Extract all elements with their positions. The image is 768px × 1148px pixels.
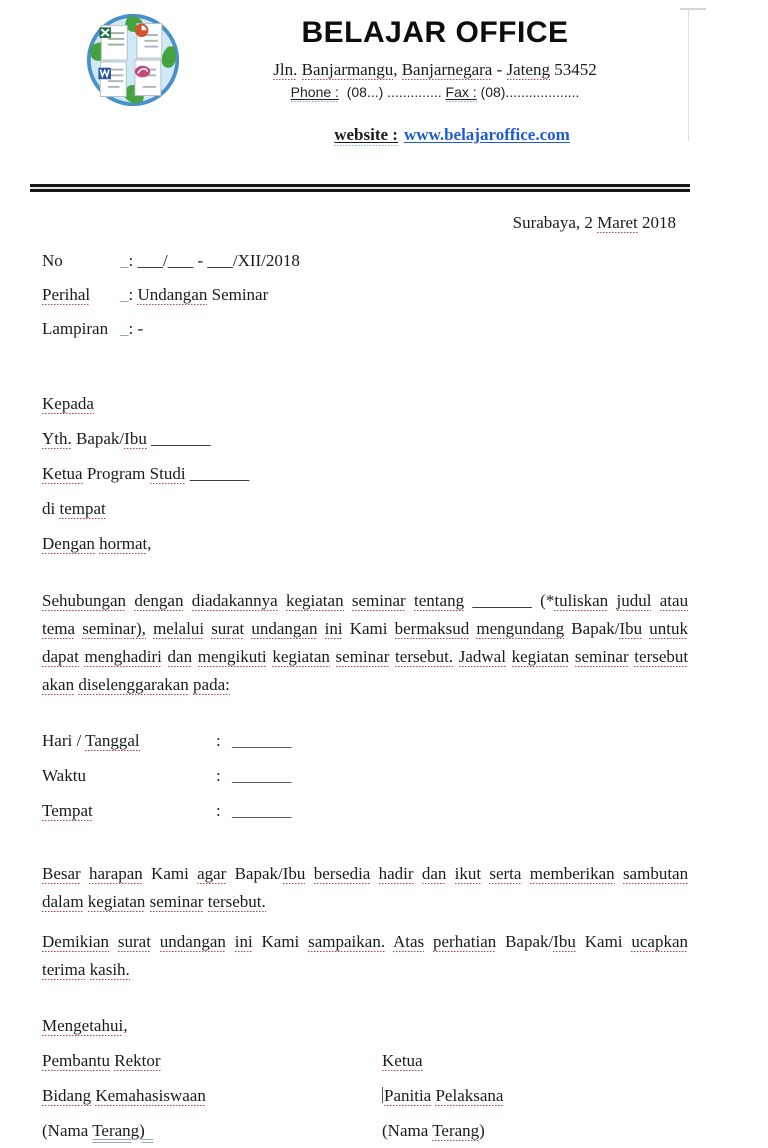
misspelled-word: Yth. <box>42 429 72 448</box>
meta-label <box>42 312 120 346</box>
misspelled-word: serta <box>489 864 522 883</box>
text-run: website : <box>334 125 398 144</box>
misspelled-word: agar <box>197 864 227 883</box>
misspelled-word: tersebut. <box>395 647 454 666</box>
company-address <box>182 58 688 82</box>
signature-intro <box>42 1008 688 1043</box>
misspelled-word: Ibu <box>282 864 306 883</box>
misspelled-word: sambutan <box>622 864 689 883</box>
text-run: Kami <box>575 932 632 951</box>
misspelled-word: Banjarmangu <box>301 60 394 79</box>
misspelled-word: Pembantu <box>42 1051 110 1070</box>
text-run: Fax : <box>445 84 477 100</box>
misspelled-word: Jadwal <box>458 647 506 666</box>
misspelled-word: Jateng <box>506 60 550 79</box>
text-run: , <box>147 534 152 553</box>
misspelled-word: kasih. <box>89 960 130 979</box>
misspelled-word: atau <box>659 591 689 610</box>
misspelled-word: kegiatan <box>87 892 146 911</box>
schedule-blank: _______ <box>232 801 292 820</box>
misspelled-word: tersebut. <box>207 892 266 911</box>
misspelled-word: ini <box>234 932 253 951</box>
text-run: _ <box>120 285 129 304</box>
misspelled-word: Terang <box>432 1121 480 1140</box>
text-run: Bapak/ <box>564 619 620 638</box>
signature-title <box>382 1043 688 1078</box>
text-run: Lampiran <box>42 319 109 338</box>
misspelled-word: kegiatan <box>511 647 570 666</box>
word-doc-icon <box>98 62 126 97</box>
text-run: , <box>393 60 402 79</box>
text-run: : <box>128 285 138 304</box>
misspelled-word: Rektor <box>114 1051 161 1070</box>
misspelled-word: bermaksud <box>394 619 470 638</box>
misspelled-word: judul <box>616 591 652 610</box>
text-run: di <box>42 499 60 518</box>
misspelled-word: ucapkan <box>631 932 689 951</box>
text-run: Hari / <box>42 731 86 750</box>
misspelled-word: diselenggarakan <box>78 675 189 694</box>
text-run: : ___/___ - ___/XII/2018 <box>128 251 300 270</box>
misspelled-word: sampaikan. <box>308 932 386 951</box>
schedule-block <box>42 723 688 828</box>
text-run: No <box>42 251 63 270</box>
schedule-label <box>42 723 216 758</box>
misspelled-word: tema <box>42 619 76 638</box>
excel-doc-icon <box>99 25 127 60</box>
signature-left-column <box>42 1043 382 1148</box>
schedule-colon: : <box>216 801 221 820</box>
misspelled-word: harapan <box>88 864 143 883</box>
text-run: 2018 <box>637 213 676 232</box>
recipient-block <box>42 386 688 561</box>
recipient-line-kepada <box>42 386 688 421</box>
misspelled-word: memberikan <box>529 864 615 883</box>
schedule-blank: _______ <box>232 731 292 750</box>
text-run: Bapak/ <box>71 429 125 448</box>
recipient-line-yth <box>42 421 688 456</box>
letterhead <box>42 0 688 168</box>
misspelled-word: perhatian <box>433 932 497 951</box>
misspelled-word: Kemahasiswaan <box>95 1086 206 1105</box>
meta-label <box>42 244 120 278</box>
text-run: _______ <box>185 464 250 483</box>
recipient-line-di-tempat <box>42 491 688 526</box>
signature-subtitle <box>42 1078 382 1113</box>
text-run: Terang) <box>92 1121 154 1140</box>
misspelled-word: terima <box>42 960 86 979</box>
website-link[interactable]: www.belajaroffice.com <box>403 125 570 144</box>
misspelled-word: tersebut <box>634 647 689 666</box>
misspelled-word: Ibu <box>124 429 147 448</box>
text-run: Bapak/ <box>496 932 554 951</box>
misspelled-word: seminar <box>574 647 629 666</box>
misspelled-word: ikut <box>454 864 482 883</box>
misspelled-word: Kepada <box>42 394 94 413</box>
letter-body <box>0 208 768 1148</box>
meta-label <box>42 278 120 312</box>
signature-columns <box>42 1043 688 1148</box>
text-run: : - <box>128 319 144 338</box>
misspelled-word: kegiatan <box>272 647 330 666</box>
company-logo <box>84 12 182 108</box>
misspelled-word: Jln. <box>273 60 298 79</box>
office-globe-logo <box>84 12 182 108</box>
misspelled-word: Undangan <box>137 285 208 304</box>
website-label <box>334 125 398 146</box>
misspelled-word: Mengetahui <box>42 1016 124 1035</box>
text-run: Seminar <box>207 285 269 304</box>
closing-paragraph-2 <box>42 928 688 984</box>
misspelled-word: Sehubungan <box>42 591 127 610</box>
misspelled-word: dalam <box>42 892 84 911</box>
text-run: _ <box>120 251 129 270</box>
schedule-row-tempat <box>42 793 688 828</box>
schedule-blank: _______ <box>232 766 292 785</box>
misspelled-word: Ibu <box>619 619 643 638</box>
misspelled-word: Demikian <box>42 932 110 951</box>
misspelled-word: untuk <box>649 619 689 638</box>
text-run: (Nama <box>382 1121 433 1140</box>
powerpoint-doc-icon <box>135 24 162 59</box>
misspelled-word: Pelaksana <box>435 1086 504 1105</box>
misspelled-word: Banjarnegara <box>401 60 493 79</box>
text-run: (08)................... <box>476 84 580 100</box>
misspelled-word: seminar <box>149 892 204 911</box>
meta-value <box>120 278 268 312</box>
schedule-label <box>42 793 216 828</box>
text-run: Kami <box>342 619 395 638</box>
text-cursor <box>382 1087 383 1103</box>
misspelled-word: dapat <box>42 647 79 666</box>
schedule-colon: : <box>216 731 221 750</box>
misspelled-word: Besar <box>42 864 81 883</box>
meta-value <box>120 312 143 346</box>
schedule-row-hari-tanggal <box>42 723 688 758</box>
signature-right-column <box>382 1043 688 1148</box>
text-run: _______ <box>146 429 211 448</box>
signature-name-placeholder <box>382 1113 688 1148</box>
text-run <box>453 647 459 666</box>
meta-value <box>120 244 300 278</box>
schedule-label <box>42 758 216 793</box>
misspelled-word: Maret <box>597 213 638 232</box>
misspelled-word: mengundang <box>476 619 565 638</box>
misspelled-word: bersedia <box>313 864 371 883</box>
misspelled-word: menghadiri <box>84 647 162 666</box>
page-artifact-line-vertical <box>688 9 689 141</box>
text-run: (08...) .............. <box>338 84 446 100</box>
misspelled-word: hadir <box>378 864 414 883</box>
misspelled-word: Bidang <box>42 1086 92 1105</box>
misspelled-word: Tempat <box>42 801 93 820</box>
misspelled-word: hormat <box>99 534 148 553</box>
website-line <box>182 102 688 168</box>
text-run: _______ (* <box>464 591 555 610</box>
signature-title <box>42 1043 382 1078</box>
misspelled-word: Dengan <box>42 534 95 553</box>
misspelled-word: akan <box>42 675 75 694</box>
text-run: Surabaya, 2 <box>512 213 598 232</box>
misspelled-word: Panitia <box>384 1086 432 1105</box>
misspelled-word: dan <box>167 647 193 666</box>
text-run: - <box>492 60 507 79</box>
misspelled-word: seminar <box>351 591 406 610</box>
date-line <box>42 208 676 238</box>
page-artifact-line-horizontal <box>680 8 706 10</box>
salutation <box>42 526 688 561</box>
misspelled-word: dan <box>421 864 447 883</box>
closing-paragraph-1 <box>42 860 688 916</box>
letter-meta <box>42 244 688 346</box>
misspelled-word: kegiatan <box>285 591 344 610</box>
text-run <box>146 619 153 638</box>
misspelled-word: pada: <box>193 675 230 694</box>
text-run: Waktu <box>42 766 86 785</box>
schedule-colon: : <box>216 766 221 785</box>
text-run <box>297 60 301 79</box>
misspelled-word: tuliskan <box>554 591 609 610</box>
misspelled-word: melalui <box>153 619 205 638</box>
access-doc-icon <box>135 60 161 96</box>
text-run: Kami <box>252 932 309 951</box>
text-run: _ <box>120 319 129 338</box>
misspelled-word: Perihal <box>42 285 91 304</box>
misspelled-word: seminar <box>335 647 390 666</box>
text-run: ) <box>479 1121 485 1140</box>
body-paragraph <box>42 587 688 699</box>
misspelled-word: ini <box>324 619 343 638</box>
misspelled-word: Ketua <box>42 464 83 483</box>
meta-row-lampiran <box>42 312 688 346</box>
misspelled-word: undangan <box>251 619 318 638</box>
letterhead-text <box>182 12 688 168</box>
letterhead-divider <box>30 184 690 192</box>
text-run: (Nama <box>42 1121 93 1140</box>
misspelled-word: Tanggal <box>85 731 140 750</box>
text-run: Kami <box>142 864 198 883</box>
signature-name-placeholder <box>42 1113 382 1148</box>
misspelled-word: surat <box>117 932 151 951</box>
meta-row-perihal <box>42 278 688 312</box>
phone-fax-line <box>182 82 688 102</box>
text-run: Phone : <box>290 84 339 100</box>
misspelled-word: Atas <box>392 932 425 951</box>
misspelled-word: tentang <box>414 591 465 610</box>
schedule-row-waktu <box>42 758 688 793</box>
misspelled-word: undangan <box>159 932 226 951</box>
misspelled-word: mengikuti <box>197 647 267 666</box>
misspelled-word: Ketua <box>382 1051 423 1070</box>
recipient-line-ketua-prodi <box>42 456 688 491</box>
misspelled-word: tempat <box>59 499 106 518</box>
text-run: Bapak/ <box>226 864 283 883</box>
text-run: 53452 <box>549 60 597 79</box>
signature-subtitle <box>382 1078 688 1113</box>
misspelled-word: dengan <box>134 591 184 610</box>
meta-row-no <box>42 244 688 278</box>
misspelled-word: Studi <box>149 464 186 483</box>
misspelled-word: Ibu <box>553 932 576 951</box>
text-run: Program <box>82 464 150 483</box>
misspelled-word: surat <box>211 619 245 638</box>
misspelled-word: seminar), <box>82 619 146 638</box>
company-name: BELAJAR OFFICE <box>301 16 569 49</box>
text-run: , <box>123 1016 128 1035</box>
misspelled-word: diadakannya <box>191 591 278 610</box>
